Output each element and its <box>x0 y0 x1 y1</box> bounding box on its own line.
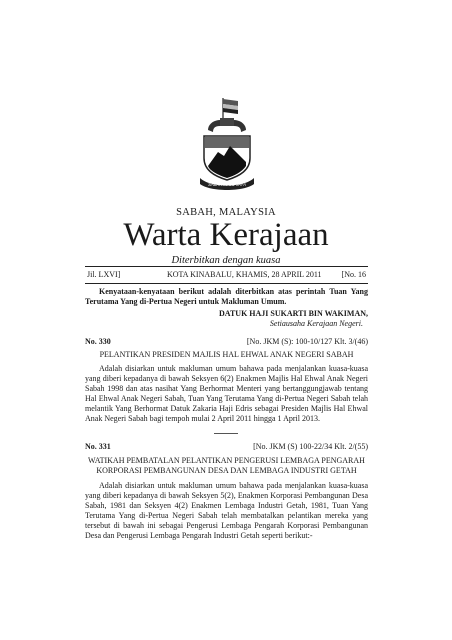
place-date-label: KOTA KINABALU, KHAMIS, 28 APRIL 2011 <box>167 270 322 279</box>
signatory-role: Setiausaha Kerajaan Negeri. <box>269 319 363 328</box>
notice-heading: WATIKAH PEMBATALAN PELANTIKAN PENGERUSI LEMBAGA PENGARAH KORPORASI PEMBANGUNAN DESA DAN LEMBAGA INDUSTRI GETAH <box>88 456 365 475</box>
issue-meta <box>85 269 368 281</box>
gazette-title: Warta Kerajaan <box>123 217 329 253</box>
header-top-rule <box>85 266 368 267</box>
notice-number: No. 331 <box>85 442 111 451</box>
notice-body: Adalah disiarkan untuk makluman umum bahawa pada menjalankan kuasa-kuasa yang diberi kepadanya di bawah Seksyen 6(2) Enakmen Majlis Hal Ehwal Anak Negeri Sabah 1998 dan atas nasihat Yang Berhormat Menteri yang bertanggungjawab tentang Hal Ehwal Anak Negeri Sabah, Tuan Yang Terutama Yang di-Pertua Negeri Sabah telah melantik Yang Berhormat Datuk Zakaria Haji Edris sebagai Presiden Majlis Hal Ehwal Anak Negeri Sabah bagi tempoh mulai 2 April 2011 hingga 1 April 2013. <box>85 364 368 423</box>
crest-motto: SABAH MAJU JAYA <box>208 182 246 187</box>
signatory-name: DATUK HAJI SUKARTI BIN WAKIMAN, <box>219 309 368 318</box>
gazette-subtitle: Diterbitkan dengan kuasa <box>171 255 281 266</box>
header-bottom-rule <box>85 283 368 284</box>
notice-number-row <box>85 441 368 452</box>
notice-heading: PELANTIKAN PRESIDEN MAJLIS HAL EHWAL ANAK NEGERI SABAH <box>99 350 354 359</box>
notice-reference: [No. JKM (S) 100-22/34 Klt. 2/(55) <box>253 442 368 451</box>
publication-notice: Kenyataan-kenyataan berikut adalah diterbitkan atas perintah Tuan Yang Terutama Yang di-Pertua Negeri untuk Makluman Umum. <box>85 287 368 306</box>
volume-label: Jil. LXVI] <box>87 270 121 279</box>
notice-body: Adalah disiarkan untuk makluman umum bahawa pada menjalankan kuasa-kuasa yang diberi kepadanya di bawah Seksyen 5(2), Enakmen Korporasi Pembangunan Desa Sabah, 1981 dan Seksyen 4(2) Enakmen Lembaga Industri Getah, 1981, Tuan Yang Terutama Yang di-Pertua Negeri Sabah telah membatalkan pelantikan mereka yang tersebut di bawah ini sebagai Pengerusi Lembaga Pengarah Korporasi Pembangunan Desa dan Pengerusi Lembaga Pengarah Industri Getah seperti berikut:- <box>85 481 368 540</box>
notice-reference: [No. JKM (S): 100-10/127 Klt. 3/(46) <box>246 337 368 346</box>
notice-number: No. 330 <box>85 337 111 346</box>
state-label: SABAH, MALAYSIA <box>176 207 276 218</box>
sabah-coat-of-arms-icon <box>196 96 258 192</box>
issue-number-label: [No. 16 <box>341 270 366 279</box>
notice-number-row <box>85 336 368 347</box>
section-separator <box>214 433 238 434</box>
